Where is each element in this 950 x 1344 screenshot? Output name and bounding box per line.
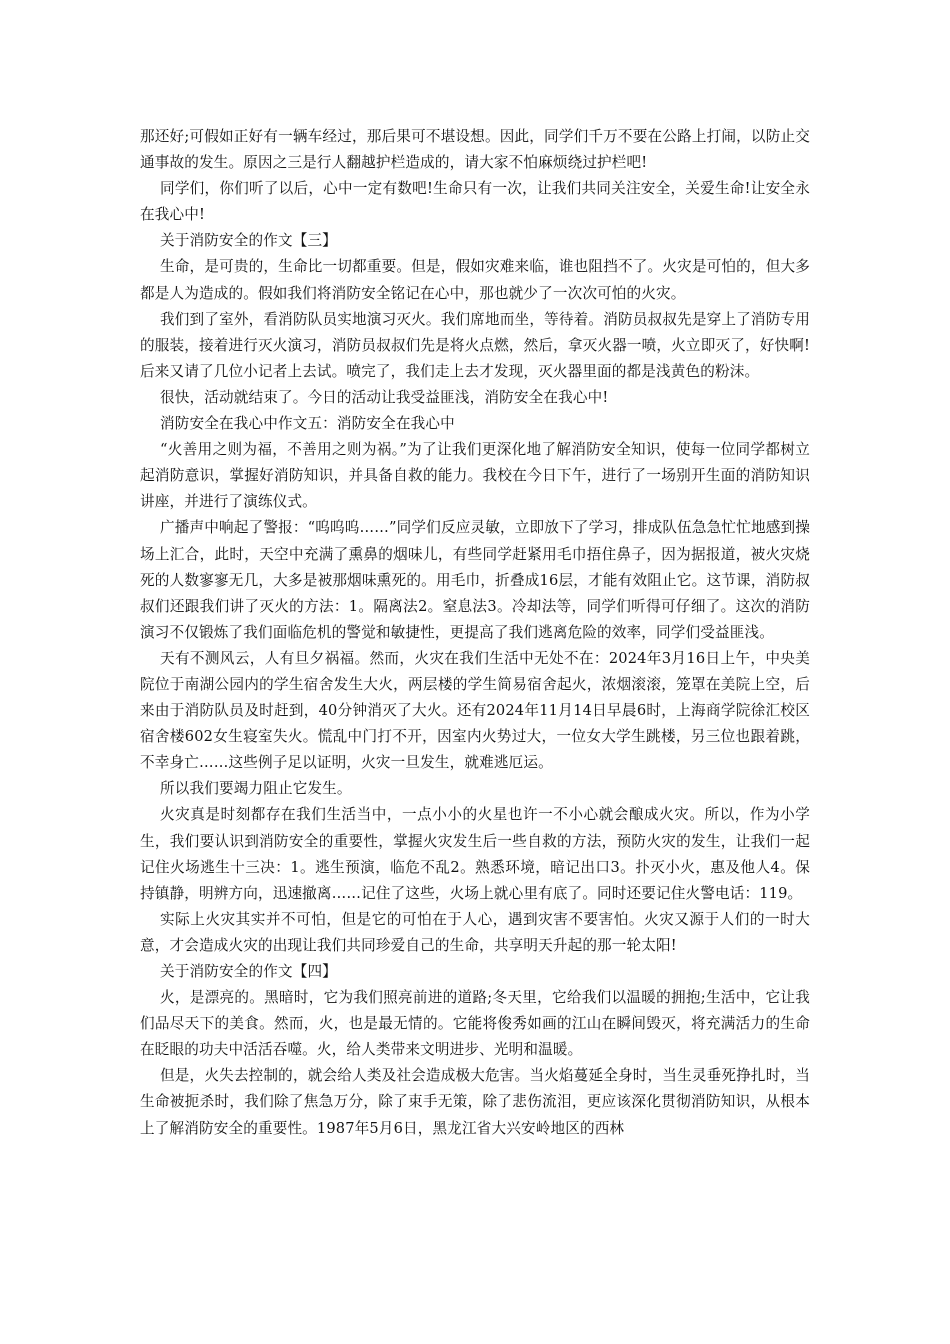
- paragraph: 同学们，你们听了以后，心中一定有数吧!生命只有一次，让我们共同关注安全，关爱生命!让安全永在我心中!: [140, 180, 810, 224]
- document-body: [140, 124, 810, 1142]
- paragraph: 生命，是可贵的，生命比一切都重要。但是，假如灾难来临，谁也阻挡不了。火灾是可怕的，但大多都是人为造成的。假如我们将消防安全铭记在心中，那也就少了一次次可怕的火灾。: [140, 258, 810, 302]
- paragraph: 但是，火失去控制的，就会给人类及社会造成极大危害。当火焰蔓延全身时，当生灵垂死挣扎时，当生命被扼杀时，我们除了焦急万分，除了束手无策，除了悲伤流泪，更应该深化贯彻消防知识，从根本上了解消防安全的重要性。1987年5月6日，黑龙江省大兴安岭地区的西林: [140, 1067, 810, 1137]
- paragraph: 我们到了室外，看消防队员实地演习灭火。我们席地而坐，等待着。消防员叔叔先是穿上了消防专用的服装，接着进行灭火演习，消防员叔叔们先是将火点燃，然后，拿灭火器一喷，火立即灭了，好快啊!后来又请了几位小记者上去试。喷完了，我们走上去才发现，灭火器里面的都是浅黄色的粉沫。: [140, 310, 810, 380]
- section-heading-three: 关于消防安全的作文【三】: [160, 232, 337, 250]
- paragraph: 实际上火灾其实并不可怕，但是它的可怕在于人心，遇到灾害不要害怕。火灾又源于人们的一时大意，才会造成火灾的出现让我们共同珍爱自己的生命，共享明天升起的那一轮太阳!: [140, 910, 810, 954]
- paragraph: 很快，活动就结束了。今日的活动让我受益匪浅，消防安全在我心中!: [160, 388, 609, 406]
- paragraph: 火灾真是时刻都存在我们生活当中，一点小小的火星也许一不小心就会酿成火灾。所以，作为小学生，我们要认识到消防安全的重要性，掌握火灾发生后一些自救的方法，预防火灾的发生，让我们一起记住火场逃生十三决：1。逃生预演，临危不乱2。熟悉环境，暗记出口3。扑灭小火，惠及他人4。保持镇静，明辨方向，迅速撤离……记住了这些，火场上就心里有底了。同时还要记住火警电话：119。: [140, 806, 810, 902]
- paragraph: “火善用之则为福，不善用之则为祸。”为了让我们更深化地了解消防安全知识，使每一位同学都树立起消防意识，掌握好消防知识，并具备自救的能力。我校在今日下午，进行了一场别开生面的消防知识讲座，并进行了演练仪式。: [140, 441, 810, 511]
- paragraph-continued: 那还好;可假如正好有一辆车经过，那后果可不堪设想。因此，同学们千万不要在公路上打闹，以防止交通事故的发生。原因之三是行人翻越护栏造成的，请大家不怕麻烦绕过护栏吧!: [140, 128, 810, 172]
- paragraph: 广播声中响起了警报：“呜呜呜……”同学们反应灵敏，立即放下了学习，排成队伍急急忙忙地感到操场上汇合，此时，天空中充满了熏鼻的烟味儿，有些同学赶紧用毛巾捂住鼻子，因为据报道，被火灾烧死的人数寥寥无几，大多是被那烟味熏死的。用毛巾，折叠成16层，才能有效阻止它。这节课，消防叔叔们还跟我们讲了灭火的方法：1。隔离法2。窒息法3。冷却法等，同学们听得可仔细了。这次的消防演习不仅锻炼了我们面临危机的警觉和敏捷性，更提高了我们逃离危险的效率，同学们受益匪浅。: [140, 519, 810, 641]
- paragraph: 所以我们要竭力阻止它发生。: [160, 780, 352, 798]
- paragraph: 天有不测风云，人有旦夕祸福。然而，火灾在我们生活中无处不在：2024年3月16日上午，中央美院位于南湖公园内的学生宿舍发生大火，两层楼的学生简易宿舍起火，浓烟滚滚，笼罩在美院上空，后来由于消防队员及时赶到，40分钟消灭了大火。还有2024年11月14日早晨6时，上海商学院徐汇校区宿舍楼602女生寝室失火。慌乱中门打不开，因室内火势过大，一位女大学生跳楼，另三位也跟着跳，不幸身亡……这些例子足以证明，火灾一旦发生，就难逃厄运。: [140, 649, 810, 772]
- paragraph: 火，是漂亮的。黑暗时，它为我们照亮前进的道路;冬天里，它给我们以温暖的拥抱;生活中，它让我们品尽天下的美食。然而，火，也是最无情的。它能将俊秀如画的江山在瞬间毁灭，将充满活力的生命在眨眼的功夫中活活吞噬。火，给人类带来文明进步、光明和温暖。: [140, 989, 810, 1059]
- section-heading-four: 关于消防安全的作文【四】: [160, 963, 337, 980]
- section-heading-five: 消防安全在我心中作文五：消防安全在我心中: [160, 415, 455, 433]
